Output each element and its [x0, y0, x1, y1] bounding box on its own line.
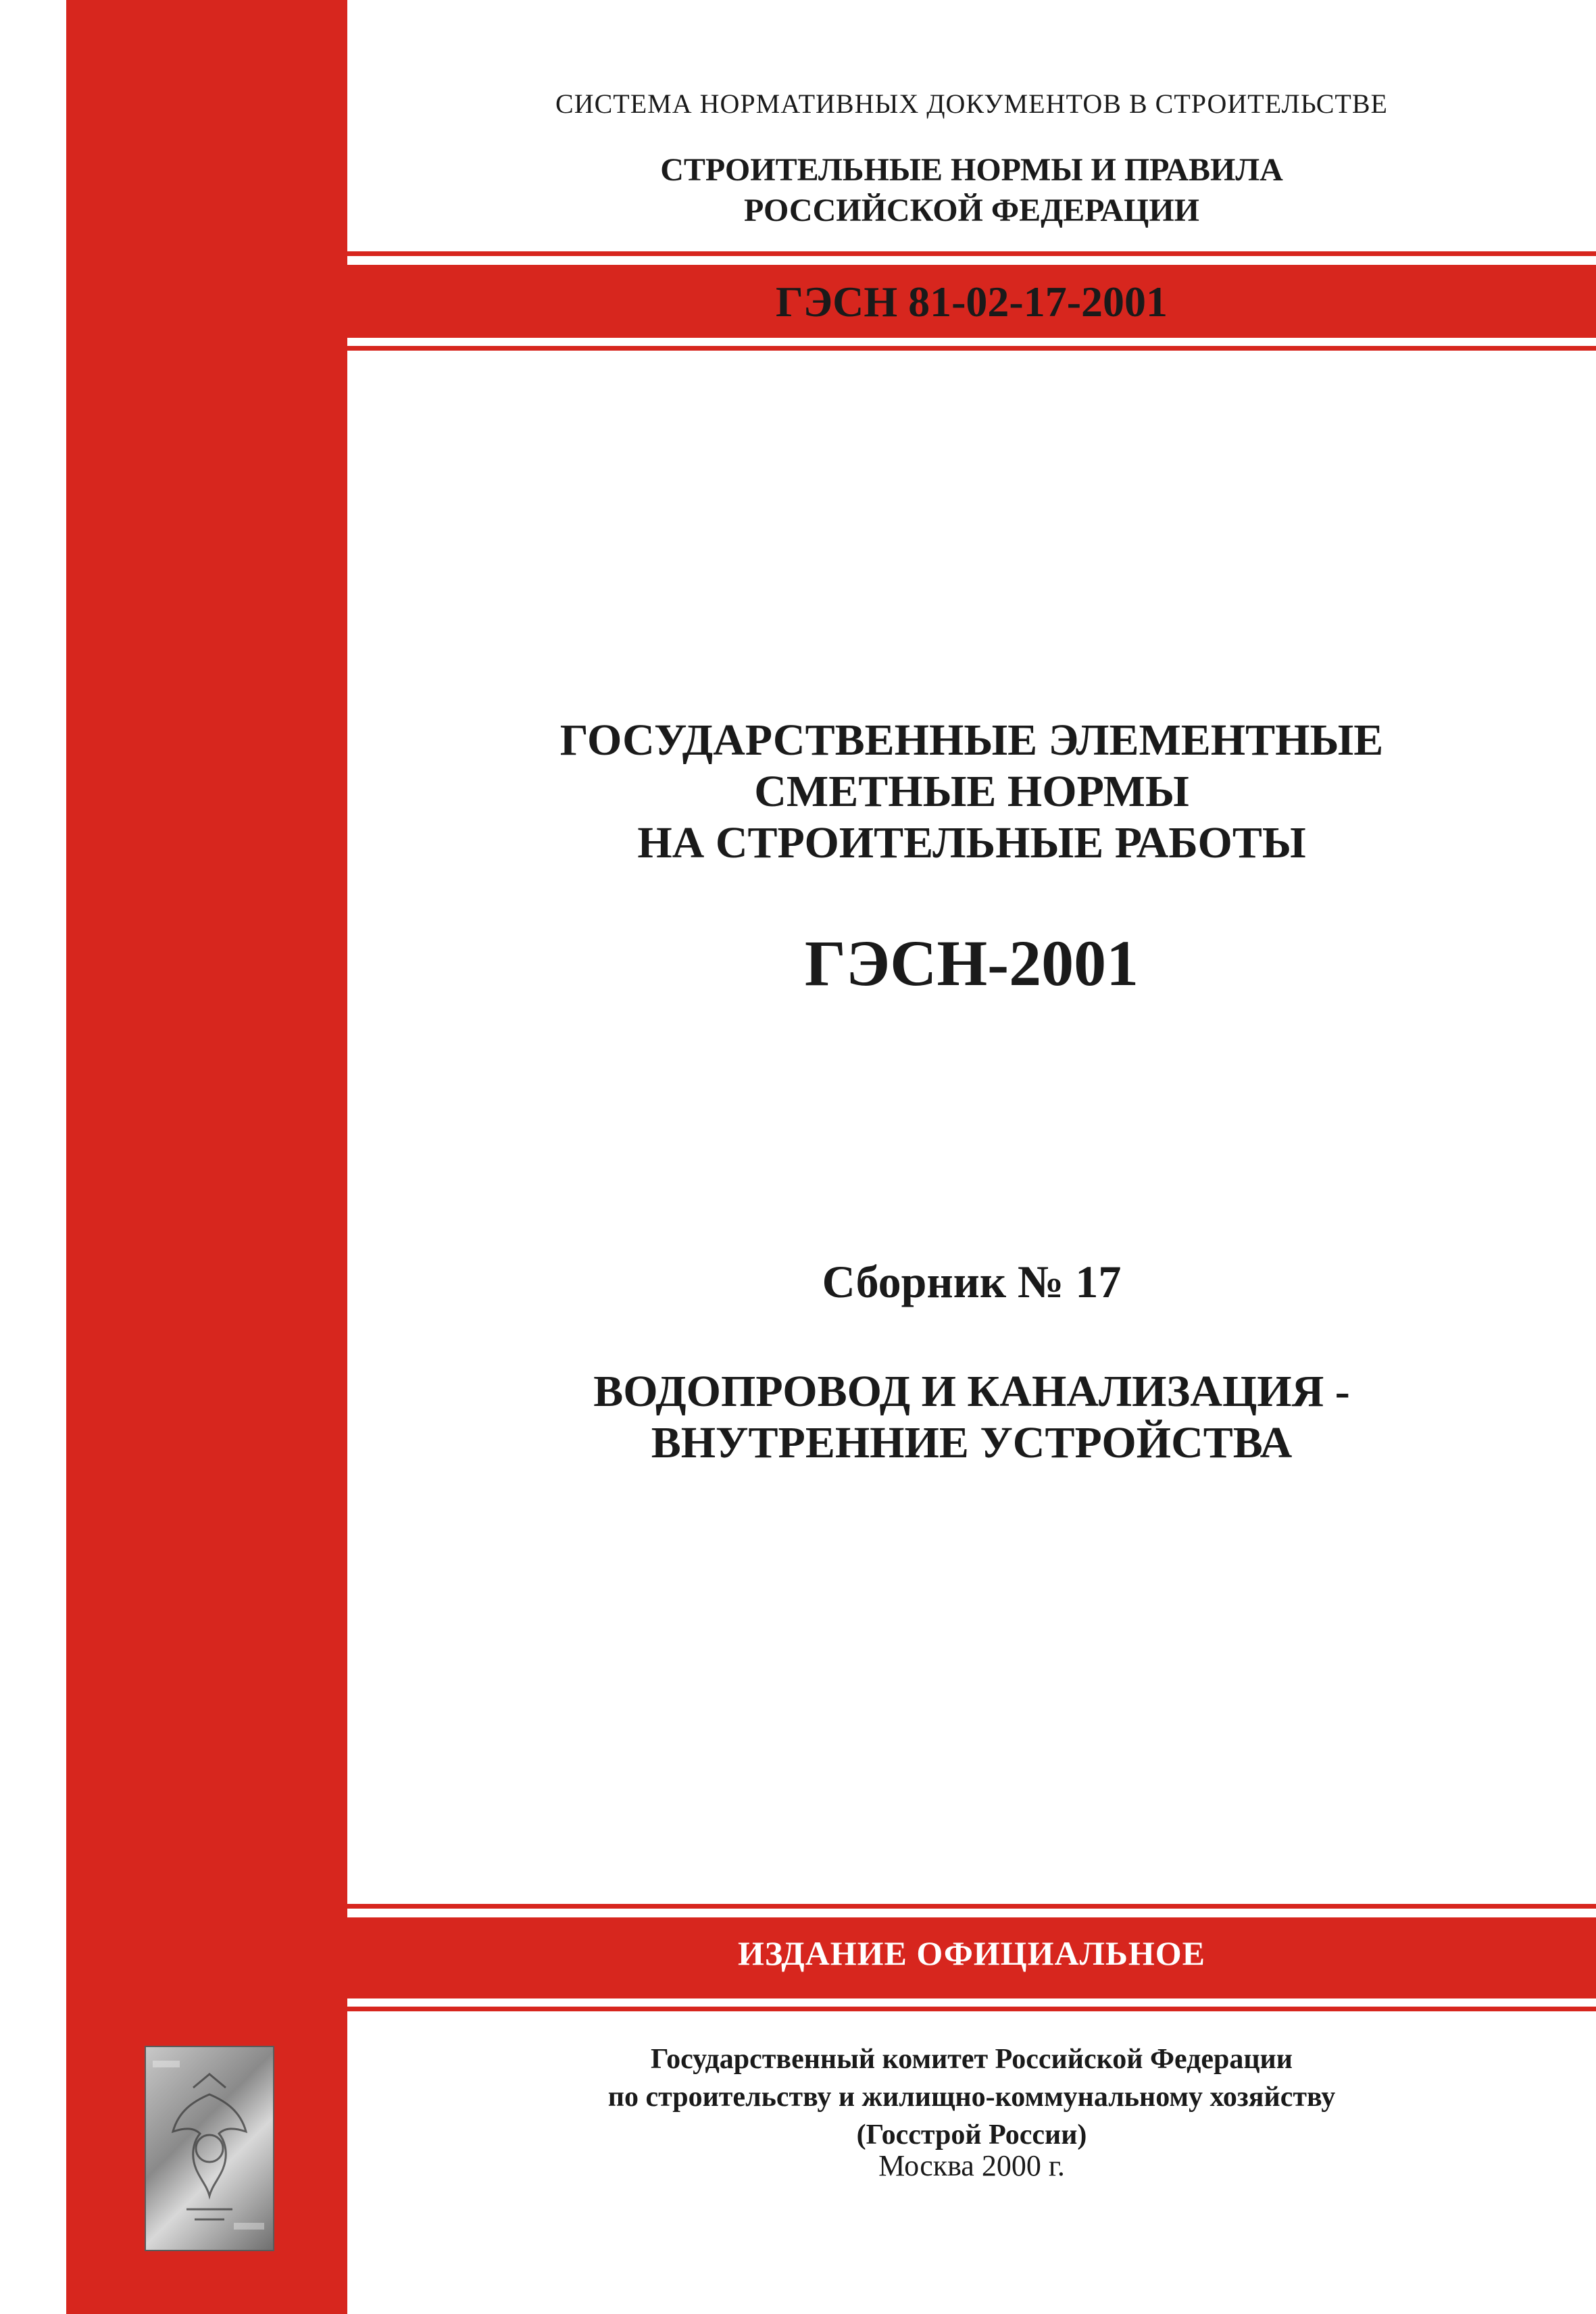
subject-title-line-1: ВОДОПРОВОД И КАНАЛИЗАЦИЯ -	[593, 1367, 1350, 1416]
main-title-line-1: ГОСУДАРСТВЕННЫЕ ЭЛЕМЕНТНЫЕ	[559, 715, 1384, 765]
publisher-line-1: Государственный комитет Российской Федерации	[651, 2044, 1293, 2075]
top-rule-upper	[66, 251, 1596, 256]
document-code: ГЭСН 81-02-17-2001	[775, 278, 1168, 326]
publisher-line-2: по строительству и жилищно-коммунальному хозяйству	[607, 2082, 1336, 2113]
top-rule-lower	[66, 346, 1596, 351]
collection-number: Сборник № 17	[822, 1256, 1122, 1307]
edition-label: ИЗДАНИЕ ОФИЦИАЛЬНОЕ	[737, 1934, 1206, 1972]
bottom-rule-lower	[66, 2007, 1596, 2011]
hologram-emblem-icon	[145, 2046, 274, 2251]
publisher-line-3: (Госстрой России)	[856, 2119, 1087, 2150]
snip-title	[347, 150, 1596, 231]
system-title: СИСТЕМА НОРМАТИВНЫХ ДОКУМЕНТОВ В СТРОИТЕЛЬСТВЕ	[555, 89, 1388, 119]
publisher	[347, 2040, 1596, 2154]
bottom-rule-upper	[66, 1904, 1596, 1909]
main-title-line-2: СМЕТНЫЕ НОРМЫ	[754, 767, 1189, 816]
snip-title-line-1: СТРОИТЕЛЬНЫЕ НОРМЫ И ПРАВИЛА	[660, 152, 1283, 188]
short-title: ГЭСН-2001	[804, 927, 1139, 999]
main-title	[347, 715, 1596, 869]
main-title-line-3: НА СТРОИТЕЛЬНЫЕ РАБОТЫ	[637, 818, 1306, 867]
snip-title-line-2: РОССИЙСКОЙ ФЕДЕРАЦИИ	[743, 193, 1200, 228]
subject-title-line-2: ВНУТРЕННИЕ УСТРОЙСТВА	[651, 1418, 1293, 1467]
subject-title	[347, 1366, 1596, 1469]
city-year: Москва 2000 г.	[878, 2149, 1065, 2182]
